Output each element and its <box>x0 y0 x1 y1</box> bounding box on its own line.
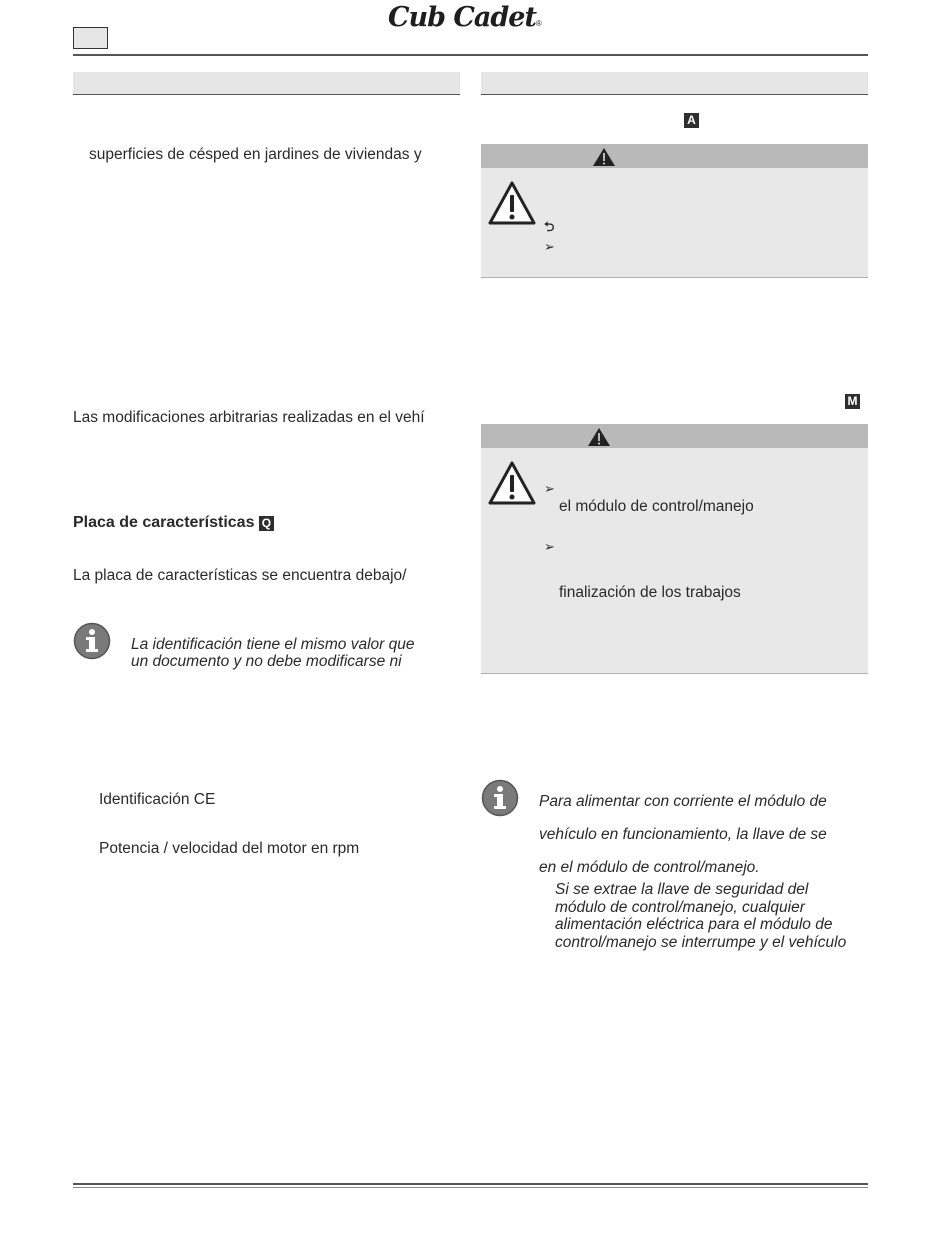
warning-header-1 <box>481 144 868 168</box>
footer-rule <box>73 1183 868 1185</box>
footer-rule-thin <box>73 1187 868 1188</box>
arrow-bullet-icon: ➢ <box>544 239 555 254</box>
warning-triangle-icon <box>592 147 616 167</box>
info-text: control/manejo se interrumpe y el vehículo <box>555 933 847 951</box>
arrow-bullet-icon: ➢ <box>544 481 555 496</box>
info-text: módulo de control/manejo, cualquier <box>555 898 805 916</box>
header-rule <box>73 54 868 56</box>
warning-triangle-icon <box>487 180 537 226</box>
nameplate-text: La placa de características se encuentra debajo/ <box>73 567 407 584</box>
arrow-bullet-icon: ➢ <box>544 539 555 554</box>
info-paragraph <box>555 881 846 951</box>
nameplate-heading <box>73 514 274 532</box>
warning-body-2 <box>481 448 868 674</box>
modifications-text: Las modificaciones arbitrarias realizadas en el vehí <box>73 409 425 426</box>
info-icon <box>73 622 111 660</box>
figure-badge-q: Q <box>259 516 274 531</box>
intro-text: superficies de césped en jardines de viviendas y <box>89 146 422 163</box>
warning2-text: finalización de los trabajos <box>559 584 741 601</box>
info-note-line: La identificación tiene el mismo valor que <box>131 636 415 653</box>
warning2-text: el módulo de control/manejo <box>559 498 754 515</box>
brand-logo <box>388 2 568 38</box>
brand-registered-mark: ® <box>535 19 542 28</box>
warning-body-1 <box>481 168 868 278</box>
info-text: Para alimentar con corriente el módulo de <box>539 793 827 810</box>
warning-triangle-icon <box>487 460 537 506</box>
nameplate-heading-text: Placa de características <box>73 514 255 531</box>
left-section-bar <box>73 72 460 95</box>
figure-badge-m-wrap <box>845 392 860 410</box>
figure-badge-m: M <box>845 394 860 409</box>
info-text: Si se extrae la llave de seguridad del <box>555 881 809 898</box>
figure-badge-a: A <box>684 113 699 128</box>
list-item-power: Potencia / velocidad del motor en rpm <box>99 840 360 857</box>
info-note-line: un documento y no debe modificarse ni <box>131 653 402 670</box>
warning-header-2 <box>481 424 868 448</box>
page-number-box <box>73 27 108 49</box>
result-bullet-icon: ⮌ <box>544 219 555 234</box>
info-note <box>131 636 414 670</box>
info-text: alimentación eléctrica para el módulo de <box>555 916 833 933</box>
brand-name: Cub Cadet <box>388 2 536 33</box>
warning-triangle-icon <box>587 427 611 447</box>
list-item-ce: Identificación CE <box>99 791 216 808</box>
figure-badge-a-wrap <box>684 111 699 129</box>
right-section-bar <box>481 72 868 95</box>
info-text: en el módulo de control/manejo. <box>539 859 760 876</box>
info-text: vehículo en funcionamiento, la llave de se <box>539 826 827 843</box>
info-icon <box>481 779 519 817</box>
